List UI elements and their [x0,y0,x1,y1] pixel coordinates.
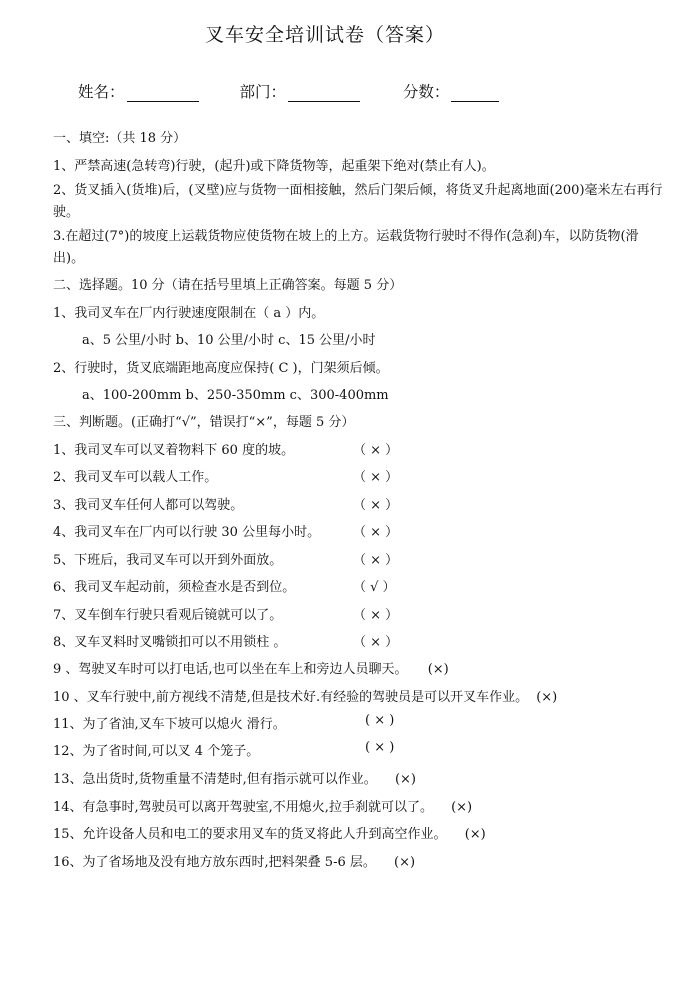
name-field [78,80,199,102]
judge-item [53,466,399,485]
judge-question: 8、叉车叉料时叉嘴锁扣可以不用锁柱 。 [53,635,287,650]
judge-question: 5、下班后，我司叉车可以开到外面放。 [53,553,283,568]
dept-label: 部门： [239,83,286,101]
judge-question: 10 、叉车行驶中,前方视线不清楚,但是技术好.有经验的驾驶员是可以开叉车作业。 [53,690,529,705]
judge-item [53,740,395,759]
judge-question: 3、我司叉车任何人都可以驾驶。 [53,498,244,513]
judge-answer: （ × ） [353,498,399,513]
judge-question: 1、我司叉车可以叉着物料下 60 度的坡。 [53,443,295,458]
judge-item [53,521,399,540]
judge-question: 6、我司叉车起动前，须检查水是否到位。 [53,580,296,595]
judge-question: 12、为了省时间,可以叉 4 个笼子。 [53,744,260,759]
judge-question: 4、我司叉车在厂内可以行驶 30 公里每小时。 [53,525,321,540]
judge-answer: (×) [451,800,473,815]
judge-answer: （ × ） [353,470,399,485]
fill-heading: 一、填空:（共 18 分） [53,131,187,146]
judge-item [53,494,399,513]
judge-item [53,713,395,732]
fill-question-2: 2、货叉插入(货堆)后，(叉壁)应与货物一面相接触，然后门架后倾，将货叉升起离地面(200)毫米左右再行驶。 [53,183,663,220]
score-field [403,80,500,102]
judge-question: 2、我司叉车可以载人工作。 [53,470,218,485]
judge-item [53,631,399,650]
judge-item [53,796,472,815]
dept-field [239,80,360,102]
choice-question-2: 2、行驶时，货叉底端距地高度应保持( C )，门架须后倾。 [53,361,389,376]
judge-answer: (×) [427,662,449,677]
judge-question: 14、有急事时,驾驶员可以离开驾驶室,不用熄火,拉手刹就可以了。 [53,800,433,815]
judge-item [53,604,399,623]
page-title: 叉车安全培训试卷（答案） [204,24,445,46]
judge-item [53,439,399,458]
judge-answer: （ √ ） [353,580,396,595]
judge-answer: ( × ) [365,740,395,755]
judge-heading: 三、判断题。(正确打“√”，错误打“×”，每题 5 分） [53,415,355,430]
judge-item [53,686,557,705]
judge-answer: (×) [394,855,416,870]
judge-answer: （ × ） [353,525,399,540]
score-blank[interactable] [451,85,499,102]
fill-question-1: 1、严禁高速(急转弯)行驶，(起升)或下降货物等，起重架下绝对(禁止有人)。 [53,159,495,174]
name-blank[interactable] [127,85,199,102]
judge-item [53,576,396,595]
judge-item [53,768,416,787]
judge-item [53,549,399,568]
choice-heading: 二、选择题。10 分（请在括号里填上正确答案。每题 5 分） [53,278,403,293]
choice-question-1: 1、我司叉车在厂内行驶速度限制在（ a ）内。 [53,306,325,321]
judge-question: 9 、驾驶叉车时可以打电话,也可以坐在车上和旁边人员聊天。 [53,662,408,677]
score-label: 分数： [402,83,450,101]
judge-item [53,851,415,870]
judge-answer: (×) [464,827,486,842]
judge-question: 11、为了省油,叉车下坡可以熄火 滑行。 [53,717,286,732]
fill-question-3: 3.在超过(7°)的坡度上运载货物应使货物在坡上的上方。运载货物行驶时不得作(急刹)车，以防货物(滑出)。 [53,229,639,266]
judge-answer: （ × ） [353,553,399,568]
judge-question: 16、为了省场地及没有地方放东西时,把料架叠 5-6 层。 [53,855,376,870]
judge-answer: （ × ） [353,443,399,458]
judge-answer: （ × ） [353,608,399,623]
dept-blank[interactable] [288,85,360,102]
judge-answer: （ × ） [353,635,399,650]
choice-question-2-options: a、100-200mm b、250-350mm c、300-400mm [82,388,389,403]
judge-answer: (×) [394,772,416,787]
judge-question: 13、急出货时,货物重量不清楚时,但有指示就可以作业。 [53,772,377,787]
judge-item [53,823,486,842]
judge-question: 7、叉车倒车行驶只看观后镜就可以了。 [53,608,283,623]
judge-answer: (×) [536,690,558,705]
name-label: 姓名： [78,83,125,101]
choice-question-1-options: a、5 公里/小时 b、10 公里/小时 c、15 公里/小时 [82,333,376,348]
judge-item [53,658,449,677]
judge-question: 15、允许设备人员和电工的要求用叉车的货叉将此人升到高空作业。 [53,827,447,842]
judge-answer: ( × ) [365,713,395,728]
student-info-row [78,80,521,102]
